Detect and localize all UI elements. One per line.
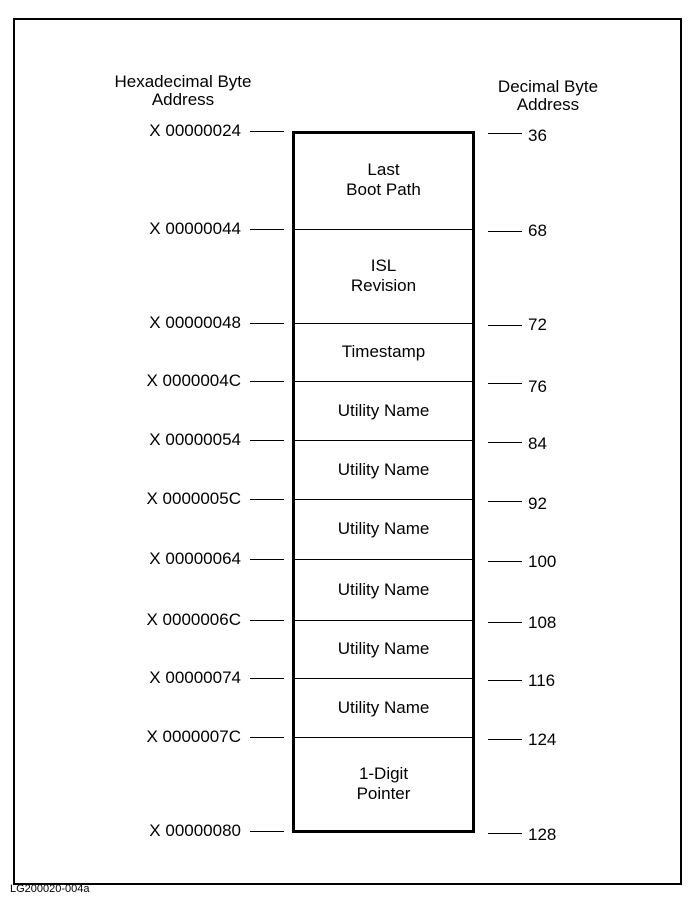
decimal-address-1: 68: [528, 221, 547, 240]
field-divider: [295, 229, 472, 230]
hex-tick: [250, 678, 284, 679]
field-divider: [295, 323, 472, 324]
hex-address-10: X 00000080: [149, 821, 241, 840]
memory-layout-block: [292, 131, 475, 833]
hex-address-header: [88, 73, 278, 109]
decimal-tick: [488, 442, 522, 443]
decimal-tick: [488, 231, 522, 232]
decimal-tick: [488, 133, 522, 134]
hex-address-9: X 0000007C: [146, 727, 241, 746]
decimal-tick: [488, 622, 522, 623]
decimal-address-9: 124: [528, 730, 557, 749]
field-divider: [295, 559, 472, 560]
field-divider: [295, 440, 472, 441]
hex-address-3: X 0000004C: [146, 371, 241, 390]
hex-tick: [250, 131, 284, 132]
field-divider: [295, 737, 472, 738]
field-divider: [295, 499, 472, 500]
hex-tick: [250, 381, 284, 382]
hex-tick: [250, 831, 284, 832]
decimal-address-3: 76: [528, 377, 547, 396]
hex-address-5: X 0000005C: [146, 489, 241, 508]
field-0: Last Boot Path: [346, 160, 421, 199]
decimal-tick: [488, 561, 522, 562]
field-divider: [295, 678, 472, 679]
decimal-tick: [488, 501, 522, 502]
hex-tick: [250, 737, 284, 738]
decimal-address-6: 100: [528, 552, 557, 571]
hex-address-7: X 0000006C: [146, 610, 241, 629]
hex-address-4: X 00000054: [149, 430, 241, 449]
decimal-tick: [488, 833, 522, 834]
hex-address-1: X 00000044: [149, 219, 241, 238]
field-9: 1-Digit Pointer: [356, 764, 411, 803]
decimal-address-7: 108: [528, 613, 557, 632]
field-7: Utility Name: [337, 639, 430, 658]
decimal-tick: [488, 325, 522, 326]
decimal-address-2: 72: [528, 315, 547, 334]
field-2: Timestamp: [341, 342, 426, 361]
decimal-address-header: [468, 78, 628, 114]
decimal-address-header-text: Decimal Byte Address: [497, 77, 599, 114]
field-3: Utility Name: [337, 400, 430, 420]
decimal-tick: [488, 680, 522, 681]
hex-tick: [250, 229, 284, 230]
field-8: Utility Name: [337, 697, 430, 717]
decimal-address-4: 84: [528, 434, 547, 453]
field-6: Utility Name: [337, 579, 430, 599]
decimal-tick: [488, 739, 522, 740]
hex-address-header-text: Hexadecimal Byte Address: [114, 72, 252, 109]
decimal-address-10: 128: [528, 825, 557, 844]
hex-address-6: X 00000064: [149, 549, 241, 568]
hex-tick: [250, 559, 284, 560]
hex-tick: [250, 440, 284, 441]
hex-tick: [250, 323, 284, 324]
decimal-tick: [488, 383, 522, 384]
field-divider: [295, 620, 472, 621]
hex-address-0: X 00000024: [149, 121, 241, 140]
field-5: Utility Name: [337, 519, 430, 538]
decimal-address-0: 36: [528, 126, 547, 145]
field-4: Utility Name: [337, 459, 430, 479]
hex-tick: [250, 620, 284, 621]
hex-address-8: X 00000074: [149, 668, 241, 687]
hex-tick: [250, 499, 284, 500]
decimal-address-5: 92: [528, 494, 547, 513]
figure-id: LG200020-004a: [10, 883, 90, 895]
field-divider: [295, 381, 472, 382]
decimal-address-8: 116: [528, 671, 556, 690]
field-1: ISL Revision: [350, 256, 417, 295]
hex-address-2: X 00000048: [149, 313, 241, 332]
